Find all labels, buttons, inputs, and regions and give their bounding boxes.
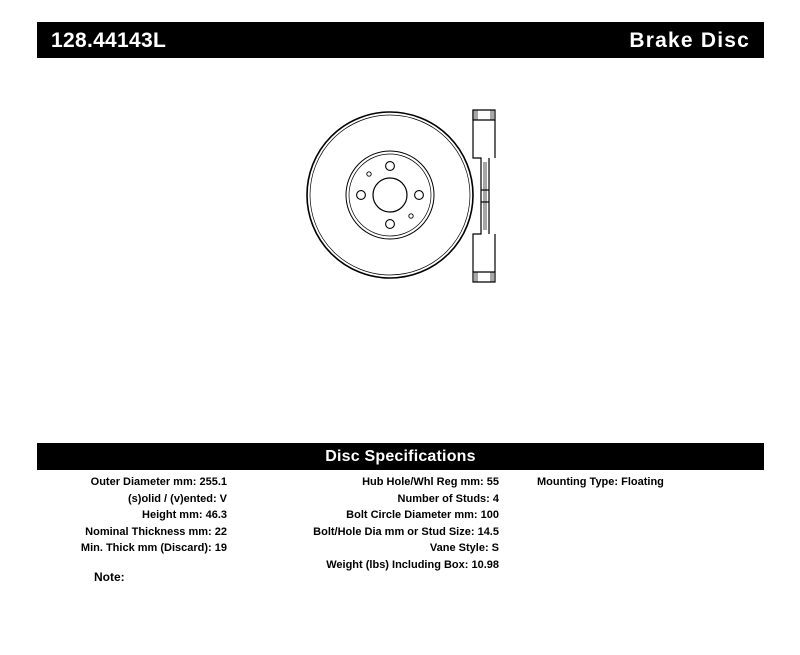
part-number: 128.44143L	[51, 28, 167, 52]
spec-item: Min. Thick mm (Discard): 19	[80, 542, 227, 554]
spec-item: Weight (lbs) Including Box: 10.98	[326, 558, 499, 571]
technical-drawing	[37, 70, 764, 430]
rotor-face-view	[305, 110, 475, 280]
spec-item: Number of Studs: 4	[397, 492, 499, 505]
note-label: Note:	[94, 570, 125, 584]
spec-item: Outer Diameter mm: 255.1	[90, 476, 227, 488]
spec-item: Bolt Circle Diameter mm: 100	[346, 509, 499, 521]
rotor-side-view	[465, 106, 525, 286]
specifications-table	[37, 474, 764, 584]
spec-item: Bolt/Hole Dia mm or Stud Size: 14.5	[313, 525, 499, 538]
spec-item: Nominal Thickness mm: 22	[85, 525, 227, 538]
spec-item: Hub Hole/Whl Reg mm: 55	[362, 476, 499, 488]
product-type-label: Brake Disc	[629, 28, 750, 52]
spec-item: Mounting Type: Floating	[537, 476, 664, 488]
specs-column-left	[37, 474, 227, 557]
spec-item: Vane Style: S	[429, 542, 499, 554]
spec-item: Height mm: 46.3	[142, 509, 227, 521]
spec-item: (s)olid / (v)ented: V	[128, 492, 227, 505]
specs-title: Disc Specifications	[325, 447, 476, 465]
specs-column-right	[537, 474, 764, 491]
specs-title-bar	[37, 443, 764, 470]
specs-column-middle	[237, 474, 499, 573]
header-bar	[37, 22, 764, 58]
